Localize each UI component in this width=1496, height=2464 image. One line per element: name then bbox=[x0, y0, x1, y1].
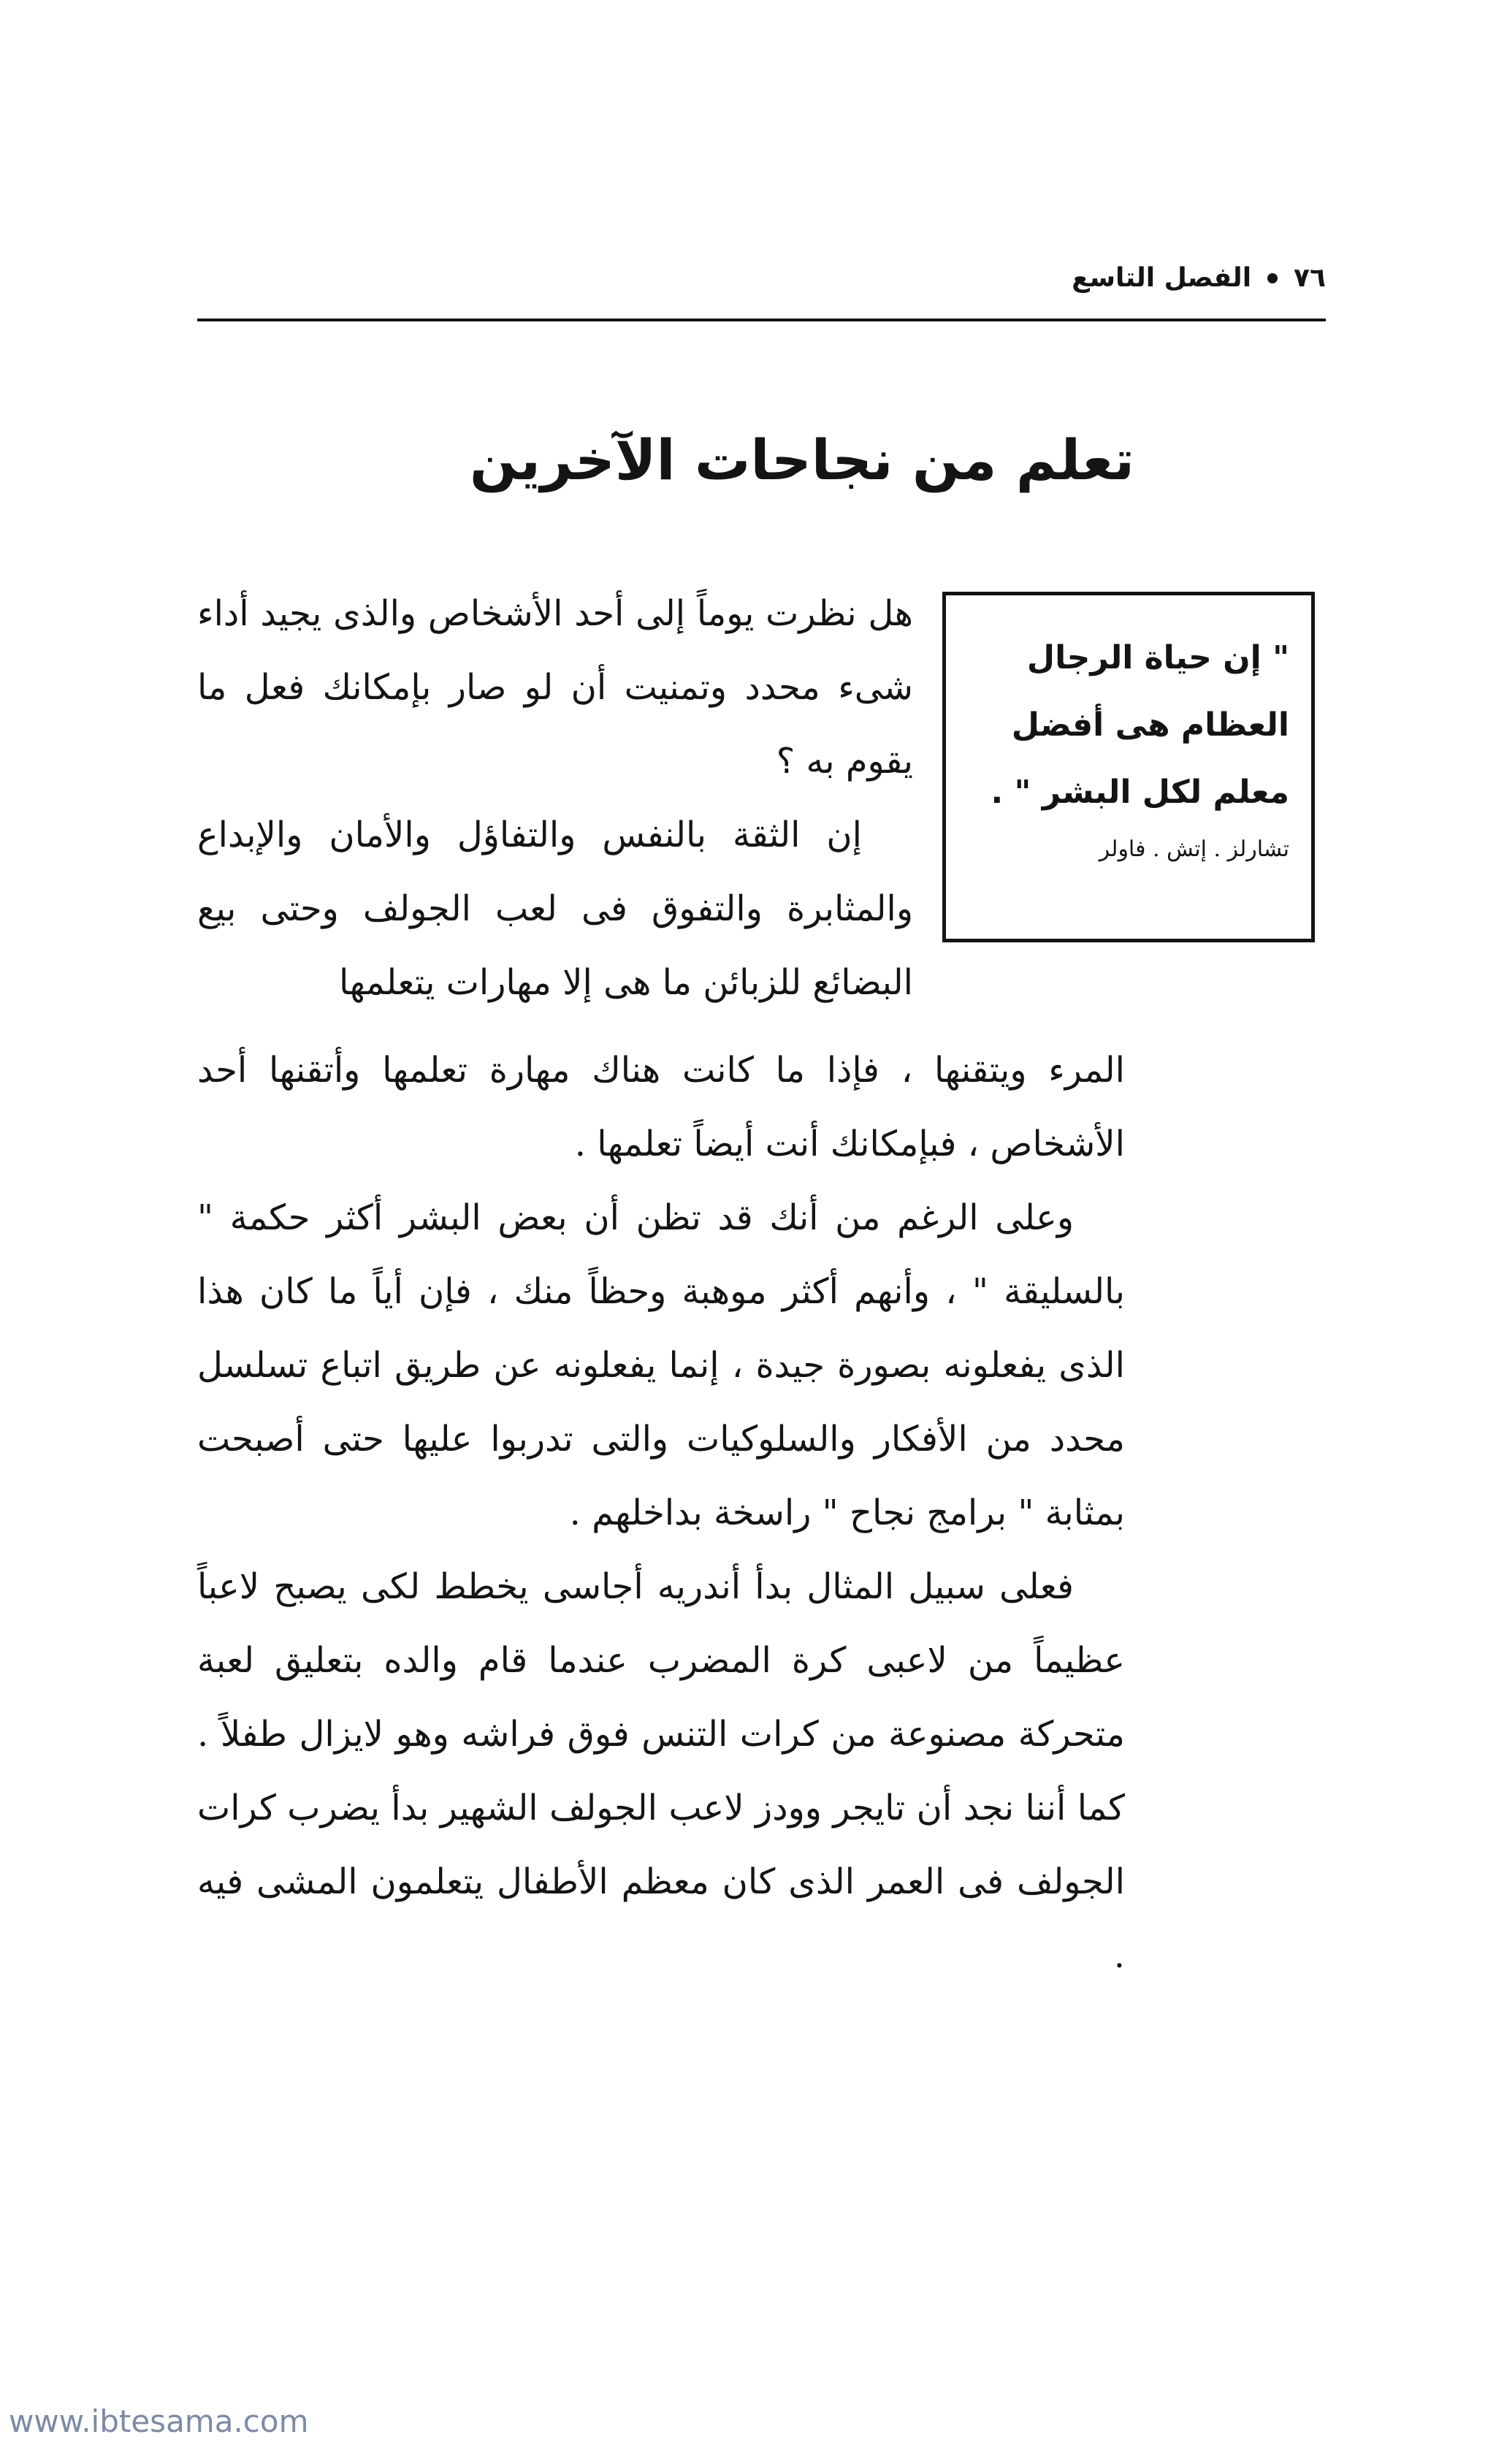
quote-author: تشارلز . إتش . فاولر bbox=[1099, 836, 1289, 862]
watermark-url: www.ibtesama.com bbox=[9, 2403, 309, 2439]
running-head bbox=[1072, 263, 1326, 293]
paragraph: هل نظرت يوماً إلى أحد الأشخاص والذى يجيد أداء شىء محدد وتمنيت أن لو صار بإمكانك فعل ما يقوم به ؟ bbox=[197, 593, 913, 782]
section-title: تعلم من نجاحات الآخرين bbox=[469, 427, 1134, 492]
bullet-icon bbox=[1267, 273, 1278, 283]
body-text-wide bbox=[197, 1034, 1125, 1993]
paragraph: المرء ويتقنها ، فإذا ما كانت هناك مهارة تعلمها وأتقنها أحد الأشخاص ، فبإمكانك أنت أيضاً تعلمها . bbox=[197, 1050, 1125, 1164]
page-number: ٧٦ bbox=[1294, 263, 1326, 293]
paragraph: إن الثقة بالنفس والتفاؤل والأمان والإبداع والمثابرة والتفوق فى لعب الجولف وحتى بيع البضائع للزبائن ما هى إلا مهارات يتعلمها bbox=[197, 815, 913, 1003]
quote-box bbox=[942, 592, 1315, 942]
quote-text: " إن حياة الرجال العظام هى أفضل معلم لكل البشر " . bbox=[991, 639, 1289, 811]
header-rule bbox=[197, 319, 1326, 321]
paragraph: وعلى الرغم من أنك قد تظن أن بعض البشر أكثر حكمة " بالسليقة " ، وأنهم أكثر موهبة وحظاً منك ، فإن أياً ما كان هذا الذى يفعلونه بصورة جيدة ، إنما يفعلونه عن طريق اتباع تسلسل محدد من الأفكار والسلوكيات والتى تدربوا عليها حتى أصبحت بمثابة " برامج نجاح " راسخة بداخلهم . bbox=[197, 1197, 1126, 1533]
paragraph: فعلى سبيل المثال بدأ أندريه أجاسى يخطط لكى يصبح لاعباً عظيماً من لاعبى كرة المضرب عندما قام والده بتعليق لعبة متحركة مصنوعة من كرات التنس فوق فراشه وهو لايزال طفلاً . كما أننا نجد أن تايجر وودز لاعب الجولف الشهير بدأ يضرب كرات الجولف فى العمر الذى كان معظم الأطفال يتعلمون المشى فيه . bbox=[197, 1566, 1126, 1976]
chapter-name: الفصل التاسع bbox=[1072, 263, 1252, 293]
body-text-narrow bbox=[197, 577, 913, 1020]
page-header bbox=[197, 256, 1326, 329]
